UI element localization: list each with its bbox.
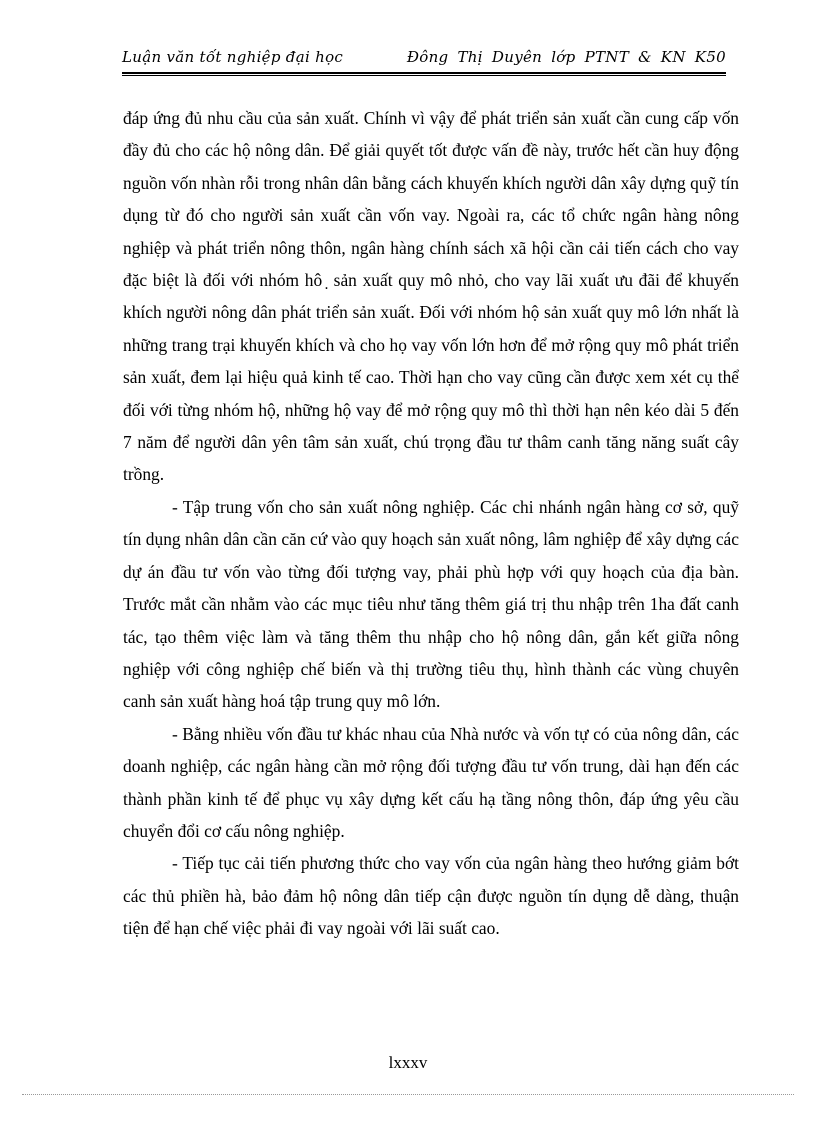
- header-author-class: Đông Thị Duyên lớp PTNT & KN K50: [406, 48, 726, 66]
- running-header: [122, 48, 726, 70]
- header-rule-thin: [122, 75, 726, 76]
- body-text: [123, 102, 739, 945]
- header-rule: [122, 72, 726, 74]
- paragraph-continuation: đáp ứng đủ nhu cầu của sản xuất. Chính vì vậy để phát triển sản xuất cần cung cấp vốn đầy đủ cho các hộ nông dân. Để giải quyết tốt được vấn đề này, trước hết cần huy động nguồn vốn nhàn rỗi trong nhân dân bằng cách khuyến khích người dân xây dựng quỹ tín dụng từ đó cho người sản xuất cần vốn vay. Ngoài ra, các tổ chức ngân hàng nông nghiệp và phát triển nông thôn, ngân hàng chính sách xã hội cần cải tiến cách cho vay đặc biệt là đối với nhóm hô ̣ sản xuất quy mô nhỏ, cho vay lãi xuất ưu đãi để khuyến khích người nông dân phát triển sản xuất. Đối với nhóm hộ sản xuất quy mô lớn nhất là những trang trại khuyến khích và cho họ vay vốn lớn hơn để mở rộng quy mô phát triển sản xuất, đem lại hiệu quả kinh tế cao. Thời hạn cho vay cũng cần được xem xét cụ thể đối với từng nhóm hộ, những hộ vay để mở rộng quy mô thì thời hạn nên kéo dài 5 đến 7 năm để người dân yên tâm sản xuất, chú trọng đầu tư thâm canh tăng năng suất cây trồng.: [123, 108, 739, 485]
- page-number: lxxxv: [388, 1053, 428, 1072]
- paragraph-lending-methods: - Tiếp tục cải tiến phương thức cho vay vốn của ngân hàng theo hướng giảm bớt các thủ phiền hà, bảo đảm hộ nông dân tiếp cận được nguồn tín dụng dễ dàng, thuận tiện để hạn chế việc phải đi vay ngoài với lãi suất cao.: [123, 853, 739, 939]
- page-bottom-border: [22, 1094, 794, 1095]
- paragraph-investment-sources: - Bằng nhiều vốn đầu tư khác nhau của Nhà nước và vốn tự có của nông dân, các doanh nghiệp, các ngân hàng cần mở rộng đối tượng đầu tư vốn trung, dài hạn đến các thành phần kinh tế để phục vụ xây dựng kết cấu hạ tầng nông thôn, đáp ứng yêu cầu chuyển đổi cơ cấu nông nghiệp.: [123, 723, 739, 841]
- header-thesis-title: Luận văn tốt nghiệp đại học: [122, 48, 344, 66]
- paragraph-concentrate-capital: - Tập trung vốn cho sản xuất nông nghiệp. Các chi nhánh ngân hàng cơ sở, quỹ tín dụng nhân dân cần căn cứ vào quy hoạch sản xuất nông, lâm nghiệp để xây dựng các dự án đầu tư vốn vào từng đối tượng vay, phải phù hợp với quy hoạch của địa bàn. Trước mắt cần nhằm vào các mục tiêu như tăng thêm giá trị thu nhập trên 1ha đất canh tác, tạo thêm việc làm và tăng thêm thu nhập cho hộ nông dân, gắn kết giữa nông nghiệp với công nghiệp chế biến và thị trường tiêu thụ, hình thành các vùng chuyên canh sản xuất hàng hoá tập trung quy mô lớn.: [123, 496, 739, 712]
